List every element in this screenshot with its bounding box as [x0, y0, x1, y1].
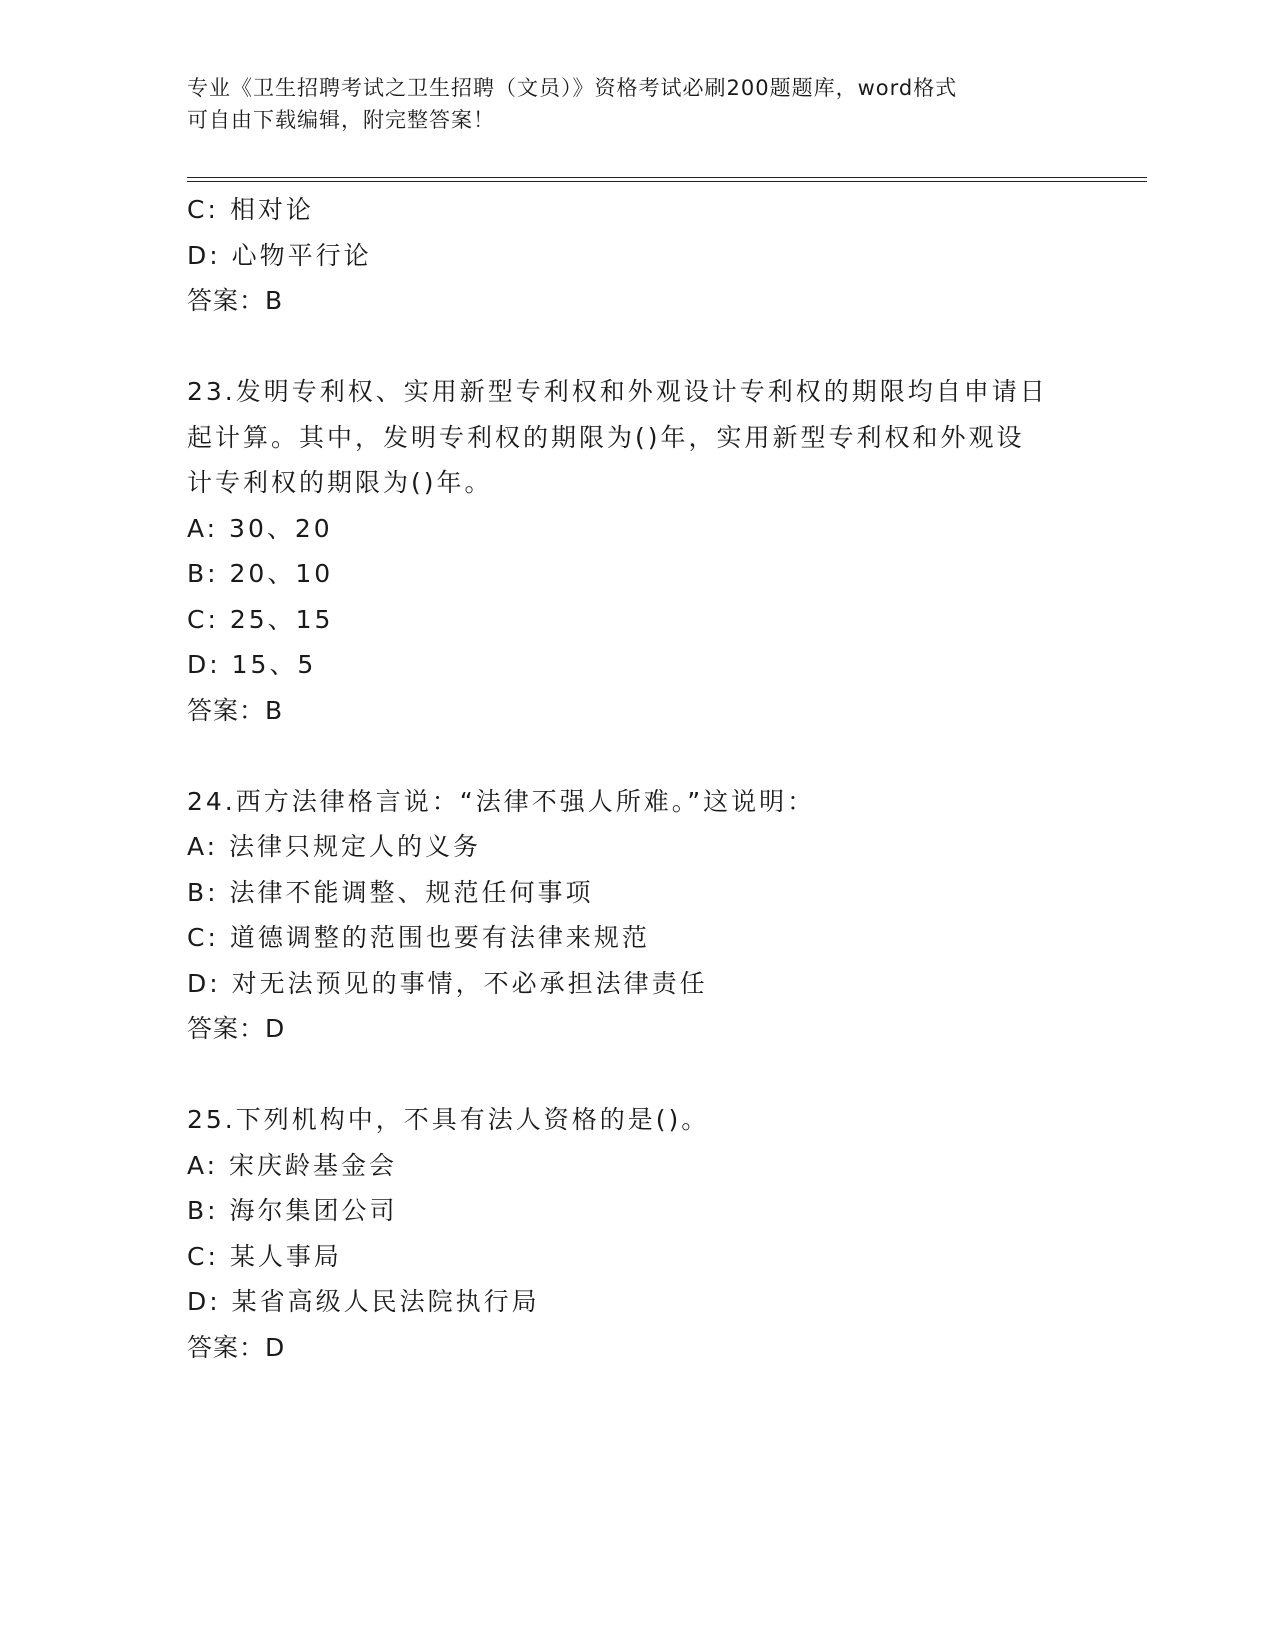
question-text-line: 24.西方法律格言说：“法律不强人所难。”这说明：: [187, 786, 816, 816]
option-d: D: 对无法预见的事情，不必承担法律责任: [187, 968, 708, 998]
question-text-line: 起计算。其中，发明专利权的期限为()年，实用新型专利权和外观设: [187, 422, 1025, 452]
page-header: [187, 72, 1087, 136]
spacer: [187, 1052, 1087, 1098]
question-23: [187, 369, 1087, 733]
option-c: C: 道德调整的范围也要有法律来规范: [187, 923, 650, 952]
answer: 答案：B: [187, 695, 284, 725]
question-content: [187, 187, 1087, 1370]
header-line-1: 专业《卫生招聘考试之卫生招聘（文员）》资格考试必刷200题题库，word格式: [187, 76, 958, 100]
option-a: A: 30、20: [187, 513, 333, 543]
question-24: [187, 779, 1087, 1052]
previous-question-tail: [187, 187, 1087, 324]
question-text-line: 23.发明专利权、实用新型专利权和外观设计专利权的期限均自申请日: [187, 377, 1048, 406]
option-b: B: 20、10: [187, 559, 334, 588]
option-c: C: 某人事局: [187, 1241, 342, 1271]
option-d: D: 心物平行论: [187, 240, 372, 270]
answer: 答案：D: [187, 1014, 286, 1043]
question-25: [187, 1097, 1087, 1370]
option-a: A: 宋庆龄基金会: [187, 1150, 398, 1180]
question-text-line: 计专利权的期限为()年。: [187, 468, 493, 497]
answer: 答案：D: [187, 1332, 286, 1362]
option-a: A: 法律只规定人的义务: [187, 832, 482, 861]
spacer: [187, 733, 1087, 779]
option-b: B: 法律不能调整、规范任何事项: [187, 877, 594, 907]
header-rule: [187, 177, 1147, 182]
option-c: C: 25、15: [187, 604, 334, 634]
option-d: D: 15、5: [187, 650, 317, 679]
answer: 答案：B: [187, 286, 284, 315]
spacer: [187, 324, 1087, 370]
question-text-line: 25.下列机构中，不具有法人资格的是()。: [187, 1105, 710, 1134]
header-line-2: 可自由下载编辑，附完整答案！: [187, 108, 495, 132]
option-d: D: 某省高级人民法院执行局: [187, 1287, 540, 1316]
option-b: B: 海尔集团公司: [187, 1196, 398, 1225]
option-c: C: 相对论: [187, 195, 314, 224]
